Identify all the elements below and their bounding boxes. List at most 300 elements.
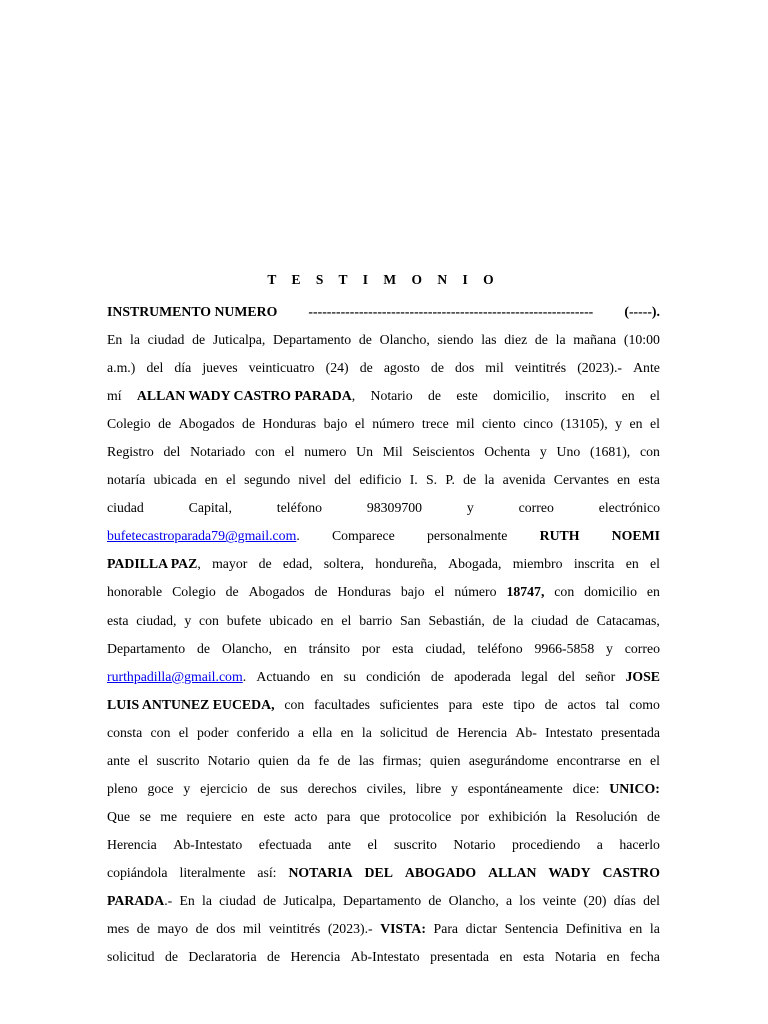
document-word: de: [534, 332, 548, 348]
word-group: [107, 663, 246, 691]
word-group: [200, 775, 248, 803]
word-group: [422, 410, 449, 438]
document-word: Notaria: [554, 949, 597, 965]
word-group: [326, 354, 349, 382]
word-group: [607, 943, 620, 971]
document-word: el: [178, 724, 189, 740]
document-word: y: [615, 416, 623, 432]
document-word: NOTARIA: [288, 864, 353, 880]
word-group: [484, 438, 530, 466]
document-word: Catacamas,: [596, 612, 660, 628]
document-word: de: [463, 472, 477, 488]
word-group: [179, 887, 194, 915]
document-word: (2023).-: [577, 360, 623, 376]
document-word: tránsito: [308, 640, 351, 656]
word-group: [367, 775, 406, 803]
document-word: en: [283, 640, 297, 656]
word-group: [445, 466, 455, 494]
word-group: [226, 466, 236, 494]
word-group: [241, 803, 254, 831]
document-word: Registro: [107, 444, 154, 460]
document-word: Notario: [207, 752, 250, 768]
document-word: ciudad: [107, 500, 144, 516]
document-word: mil: [242, 921, 262, 937]
document-word: la: [130, 332, 140, 348]
document-word: requiere: [186, 808, 232, 824]
word-group: [165, 943, 178, 971]
document-word: ante: [328, 836, 352, 852]
word-group: [192, 326, 205, 354]
document-word: conferido: [236, 724, 290, 740]
document-word: apoderada: [454, 668, 511, 684]
document-word: PARADA: [107, 892, 165, 908]
document-word: el: [434, 584, 445, 600]
word-group: [255, 438, 275, 466]
document-title: T E S T I M O N I O: [267, 272, 500, 287]
word-group: [428, 382, 441, 410]
word-group: [314, 691, 370, 719]
word-group: [650, 550, 660, 578]
word-group: [545, 691, 558, 719]
document-word: en: [241, 808, 255, 824]
document-word: dos: [216, 921, 236, 937]
document-word: P.: [445, 472, 455, 488]
word-group: [558, 663, 575, 691]
word-group: [341, 719, 354, 747]
document-word: de: [358, 332, 372, 348]
document-word: (10:00: [623, 332, 660, 348]
document-word: Declaratoria: [188, 949, 257, 965]
word-group: [504, 326, 527, 354]
document-line: [107, 635, 660, 663]
document-word: veintitrés: [514, 360, 567, 376]
word-group: [521, 663, 548, 691]
word-group: [427, 522, 507, 550]
document-word: Herencia: [457, 724, 508, 740]
document-word: San: [399, 612, 421, 628]
document-word: por: [361, 640, 381, 656]
word-group: [328, 831, 351, 859]
document-word: bufete: [226, 612, 262, 628]
word-group: [448, 550, 501, 578]
document-word: del: [163, 444, 181, 460]
word-group: [601, 719, 660, 747]
document-word: miembro: [512, 556, 563, 572]
document-word: este: [263, 808, 285, 824]
word-group: [202, 354, 237, 382]
word-group: [523, 943, 544, 971]
document-word: en: [629, 416, 643, 432]
word-group: [280, 775, 298, 803]
document-word: Juticalpa,: [212, 332, 266, 348]
word-group: [179, 859, 245, 887]
document-word: a: [505, 892, 513, 908]
document-word: días: [613, 892, 636, 908]
document-word: las: [358, 752, 375, 768]
word-group: [130, 326, 140, 354]
document-word: de: [195, 921, 209, 937]
document-word: siendo: [437, 332, 474, 348]
word-group: [259, 831, 312, 859]
document-line: [107, 775, 660, 803]
word-group: [160, 803, 177, 831]
document-word: Abogados: [248, 584, 305, 600]
document-word: de: [359, 360, 373, 376]
document-word: a: [596, 836, 603, 852]
word-group: [633, 354, 660, 382]
document-word: en: [617, 472, 631, 488]
document-word: literalmente: [179, 864, 246, 880]
word-group: [629, 410, 642, 438]
word-group: [650, 410, 660, 438]
word-group: [227, 607, 261, 635]
document-word: veinticuatro: [248, 360, 315, 376]
document-word: mes: [107, 921, 130, 937]
word-group: [599, 494, 660, 522]
document-word: Notario: [370, 388, 413, 404]
word-group: [163, 438, 180, 466]
word-group: [540, 522, 580, 550]
document-word: (13105),: [560, 416, 608, 432]
document-word: ubicado: [269, 612, 313, 628]
word-group: [359, 607, 392, 635]
word-group: [463, 466, 476, 494]
document-word: de: [257, 780, 271, 796]
word-group: [567, 691, 595, 719]
document-word: este: [456, 388, 478, 404]
document-word: ciento: [482, 416, 516, 432]
word-group: [545, 719, 593, 747]
document-word: por: [460, 808, 480, 824]
document-word: .-: [164, 892, 173, 908]
word-group: [519, 887, 535, 915]
document-word: el: [650, 556, 660, 572]
document-word: de: [575, 612, 589, 628]
document-word: de: [164, 949, 178, 965]
word-group: [435, 578, 445, 606]
word-group: [107, 494, 144, 522]
word-group: [584, 578, 637, 606]
word-group: [576, 607, 589, 635]
word-group: [359, 466, 401, 494]
document-word: el: [650, 752, 660, 768]
document-word: suscrito: [393, 836, 437, 852]
document-word: en: [646, 584, 660, 600]
document-word: inscrita: [573, 556, 615, 572]
document-word: --------------------------------------------------------------: [308, 304, 594, 319]
document-word: tipo: [513, 696, 535, 712]
word-group: [269, 607, 313, 635]
word-group: [482, 410, 516, 438]
word-group: [362, 719, 372, 747]
word-group: [137, 382, 355, 410]
document-word: ciudad: [147, 332, 185, 348]
document-word: suscrito: [156, 752, 200, 768]
word-group: [174, 354, 191, 382]
word-group: [375, 550, 437, 578]
word-group: [383, 438, 403, 466]
word-group: [626, 550, 639, 578]
document-word: edificio: [359, 472, 402, 488]
document-word: Juticalpa,: [283, 892, 336, 908]
document-word: quien: [258, 752, 289, 768]
document-word: (20): [583, 892, 607, 908]
word-group: [107, 578, 162, 606]
document-word: de: [263, 892, 277, 908]
word-group: [372, 410, 414, 438]
word-group: [630, 943, 660, 971]
document-word: 18747,: [506, 584, 545, 600]
word-group: [513, 691, 534, 719]
email-link[interactable]: bufetecastroparada79@gmail.com: [107, 528, 297, 544]
document-line: [107, 887, 660, 915]
document-word: copiándola: [107, 864, 168, 880]
document-word: la: [556, 808, 567, 824]
word-group: [566, 915, 622, 943]
word-group: [485, 354, 503, 382]
word-group: [535, 326, 548, 354]
word-group: [107, 438, 154, 466]
document-word: presentada: [600, 724, 660, 740]
document-word: Ab-: [515, 724, 537, 740]
word-group: [606, 691, 620, 719]
word-group: [401, 578, 425, 606]
document-word: da: [297, 752, 311, 768]
document-word: ciudad: [531, 612, 569, 628]
word-group: [405, 859, 476, 887]
document-word: libre: [415, 780, 442, 796]
word-group: [454, 663, 511, 691]
document-word: Para: [433, 921, 459, 937]
word-group: [482, 691, 503, 719]
document-word: espontáneamente: [467, 780, 563, 796]
word-group: [356, 438, 373, 466]
document-word: facultades: [314, 696, 370, 712]
document-word: Ante: [633, 360, 660, 376]
document-word: y: [606, 640, 613, 656]
document-word: mí: [107, 388, 122, 404]
document-word: ALLAN: [488, 864, 537, 880]
word-group: [179, 410, 235, 438]
word-group: [213, 326, 266, 354]
document-word: Actuando: [256, 668, 311, 684]
document-word: con: [150, 724, 171, 740]
word-group: [187, 803, 232, 831]
email-link[interactable]: rurthpadilla@gmail.com: [107, 668, 243, 684]
document-line: [107, 326, 660, 354]
word-group: [512, 831, 580, 859]
word-group: [643, 887, 660, 915]
word-group: [606, 635, 613, 663]
word-group: [493, 382, 549, 410]
word-group: [565, 382, 606, 410]
document-word: condición: [366, 668, 421, 684]
word-group: [430, 747, 461, 775]
word-group: [617, 466, 630, 494]
document-word: que: [359, 808, 380, 824]
word-group: [426, 466, 437, 494]
document-word: actos: [567, 696, 596, 712]
word-group: [449, 887, 499, 915]
document-word: inscrito: [564, 388, 607, 404]
document-word: Notario: [453, 836, 496, 852]
word-group: [337, 578, 391, 606]
document-word: NOEMI: [611, 528, 660, 544]
word-group: [515, 719, 536, 747]
document-word: el: [225, 472, 236, 488]
document-word: el: [367, 836, 378, 852]
word-group: [334, 466, 351, 494]
document-word: como: [629, 696, 660, 712]
document-word: del: [334, 472, 352, 488]
document-word: En: [107, 332, 123, 348]
document-word: la: [201, 892, 212, 908]
document-word: teléfono: [477, 640, 523, 656]
document-word: se: [139, 808, 151, 824]
document-word: .: [242, 668, 247, 684]
word-group: [629, 915, 642, 943]
word-group: [172, 578, 216, 606]
word-group: [451, 775, 458, 803]
document-word: con: [554, 584, 575, 600]
word-group: [285, 438, 295, 466]
word-group: [585, 663, 615, 691]
document-word: Abogados: [178, 416, 235, 432]
document-word: consta: [107, 724, 143, 740]
document-word: ciudad: [219, 892, 256, 908]
word-group: [456, 382, 477, 410]
document-word: los: [519, 892, 536, 908]
word-group: [366, 663, 420, 691]
word-group: [360, 803, 380, 831]
document-word: jueves: [202, 360, 238, 376]
document-word: de: [544, 696, 558, 712]
word-group: [557, 747, 621, 775]
word-group: [148, 326, 185, 354]
document-word: Departamento: [273, 332, 352, 348]
word-group: [454, 578, 496, 606]
document-word: suficientes: [379, 696, 439, 712]
document-line: [107, 915, 660, 943]
document-word: ejercicio: [200, 780, 248, 796]
word-group: [355, 410, 365, 438]
document-word: la: [649, 921, 660, 937]
document-word: de: [192, 332, 206, 348]
word-group: [488, 859, 536, 887]
word-group: [290, 943, 340, 971]
document-word: el: [649, 388, 660, 404]
word-group: [314, 578, 327, 606]
word-group: [151, 719, 171, 747]
document-word: 9966-5858: [534, 640, 595, 656]
word-group: [226, 578, 239, 606]
word-group: [612, 522, 660, 550]
word-group: [506, 887, 512, 915]
document-word: firmas;: [382, 752, 422, 768]
document-word: protocolice: [389, 808, 452, 824]
document-word: correo: [518, 500, 554, 516]
word-group: [543, 887, 577, 915]
document-word: Resolución: [575, 808, 638, 824]
document-word: me: [160, 808, 178, 824]
document-word: el: [354, 416, 365, 432]
word-group: [107, 410, 151, 438]
word-group: [338, 747, 351, 775]
document-word: en: [499, 949, 513, 965]
word-group: [389, 803, 451, 831]
document-word: Abogada,: [448, 556, 502, 572]
word-group: [368, 831, 378, 859]
document-word: para: [448, 696, 473, 712]
word-group: [324, 410, 348, 438]
document-word: (-----).: [624, 304, 660, 319]
word-group: [256, 663, 310, 691]
document-word: la: [555, 332, 566, 348]
word-group: [216, 915, 235, 943]
word-group: [577, 354, 622, 382]
word-group: [461, 803, 479, 831]
word-group: [264, 803, 285, 831]
word-group: [249, 354, 315, 382]
word-group: [244, 466, 290, 494]
document-word: señor: [585, 668, 616, 684]
word-group: [107, 354, 135, 382]
word-group: [548, 859, 590, 887]
document-word: edad,: [282, 556, 313, 572]
word-group: [137, 915, 150, 943]
word-group: [481, 326, 496, 354]
word-group: [428, 887, 441, 915]
document-word: de: [196, 640, 210, 656]
word-group: [493, 607, 506, 635]
document-word: el: [284, 444, 295, 460]
word-group: [367, 494, 422, 522]
document-word: número: [372, 416, 415, 432]
document-word: Cervantes: [553, 472, 609, 488]
document-word: domicilio,: [493, 388, 550, 404]
word-group: [647, 803, 660, 831]
document-word: mayo: [157, 921, 189, 937]
document-word: ciudad,: [136, 612, 177, 628]
document-word: veinte: [542, 892, 577, 908]
document-word: en: [628, 752, 642, 768]
word-group: [484, 466, 494, 494]
document-word: Definitiva: [565, 921, 622, 937]
document-word: mañana: [573, 332, 617, 348]
word-group: [107, 522, 300, 550]
document-word: WADY: [548, 864, 591, 880]
word-group: [341, 607, 351, 635]
word-group: [138, 747, 148, 775]
document-word: encontrarse: [556, 752, 621, 768]
document-word: y: [539, 444, 547, 460]
word-group: [183, 775, 190, 803]
document-line: [107, 831, 660, 859]
document-body: [107, 298, 660, 971]
word-group: [360, 354, 373, 382]
document-word: Herencia: [107, 836, 157, 852]
word-group: [154, 466, 197, 494]
word-group: [107, 550, 201, 578]
document-word: VISTA:: [380, 921, 426, 937]
document-line: [107, 747, 660, 775]
document-word: domicilio: [584, 584, 637, 600]
document-word: esta: [522, 949, 545, 965]
document-word: soltera,: [323, 556, 364, 572]
document-word: goce: [147, 780, 174, 796]
document-word: de: [492, 612, 506, 628]
word-group: [294, 803, 317, 831]
